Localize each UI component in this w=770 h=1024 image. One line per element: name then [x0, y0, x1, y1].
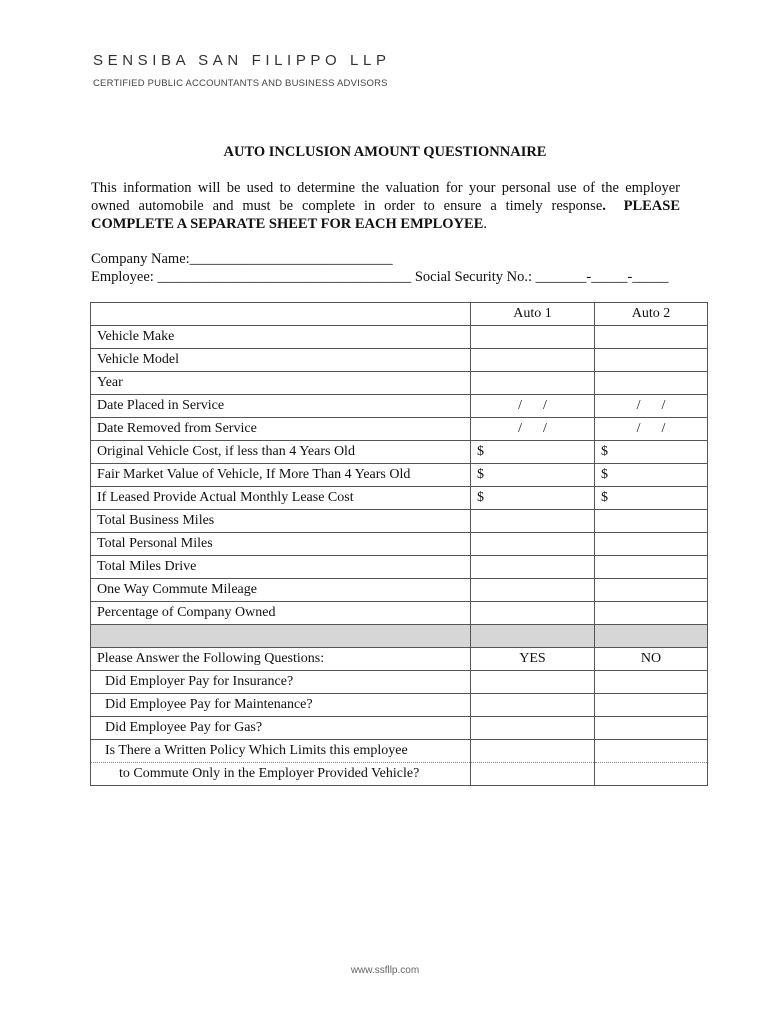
question-label: Is There a Written Policy Which Limits this employee [91, 740, 471, 763]
table-row [91, 464, 708, 487]
auto2-cell[interactable]: $ [595, 487, 708, 510]
row-label: Date Removed from Service [91, 418, 471, 441]
no-cell[interactable] [595, 694, 708, 717]
table-row [91, 395, 708, 418]
firm-name: SENSIBA SAN FILIPPO LLP [93, 52, 391, 69]
auto2-cell[interactable] [595, 326, 708, 349]
question-row [91, 694, 708, 717]
auto2-cell[interactable] [595, 556, 708, 579]
row-label: Fair Market Value of Vehicle, If More Than 4 Years Old [91, 464, 471, 487]
auto1-cell[interactable] [471, 579, 595, 602]
auto1-cell[interactable] [471, 533, 595, 556]
auto1-cell[interactable] [471, 602, 595, 625]
row-label: Date Placed in Service [91, 395, 471, 418]
yes-cell[interactable] [471, 763, 595, 786]
table-row [91, 556, 708, 579]
header-auto2: Auto 2 [595, 303, 708, 326]
company-name-field[interactable]: Company Name:____________________________ [91, 251, 393, 267]
auto2-cell[interactable] [595, 579, 708, 602]
auto1-cell[interactable] [471, 556, 595, 579]
employee-ssn-field[interactable]: Employee: ___________________________________ Social Security No.: _______-_____-_____ [91, 269, 669, 285]
question-row [91, 740, 708, 763]
row-label: Original Vehicle Cost, if less than 4 Years Old [91, 441, 471, 464]
auto1-cell[interactable]: / / [471, 418, 595, 441]
question-row [91, 671, 708, 694]
row-label: Total Personal Miles [91, 533, 471, 556]
question-label: Did Employee Pay for Gas? [91, 717, 471, 740]
questions-header-row [91, 648, 708, 671]
auto2-cell[interactable] [595, 372, 708, 395]
no-cell[interactable] [595, 671, 708, 694]
table-row [91, 349, 708, 372]
row-label: If Leased Provide Actual Monthly Lease Cost [91, 487, 471, 510]
yes-cell[interactable] [471, 694, 595, 717]
yes-cell[interactable] [471, 717, 595, 740]
yes-cell[interactable] [471, 740, 595, 763]
table-row [91, 418, 708, 441]
intro-end: . [483, 216, 487, 232]
auto1-cell[interactable]: $ [471, 441, 595, 464]
auto2-cell[interactable]: $ [595, 464, 708, 487]
vehicle-questionnaire-table [90, 302, 708, 786]
no-cell[interactable] [595, 717, 708, 740]
intro-text: This information will be used to determine the valuation for your personal use of the employer owned automobile and must be complete in order to ensure a timely response [91, 180, 680, 214]
intro-paragraph [91, 179, 680, 233]
table-row [91, 602, 708, 625]
row-label: Year [91, 372, 471, 395]
auto1-cell[interactable] [471, 510, 595, 533]
intro-period: . [602, 198, 606, 214]
no-cell[interactable] [595, 740, 708, 763]
auto1-cell[interactable] [471, 372, 595, 395]
separator-cell [595, 625, 708, 648]
question-label: Did Employee Pay for Maintenance? [91, 694, 471, 717]
separator-row [91, 625, 708, 648]
auto1-cell[interactable]: / / [471, 395, 595, 418]
no-header: NO [595, 648, 708, 671]
question-label: Did Employer Pay for Insurance? [91, 671, 471, 694]
separator-cell [91, 625, 471, 648]
row-label: Total Business Miles [91, 510, 471, 533]
auto2-cell[interactable] [595, 602, 708, 625]
table-row [91, 372, 708, 395]
table-row [91, 441, 708, 464]
table-row [91, 487, 708, 510]
question-label: to Commute Only in the Employer Provided Vehicle? [91, 763, 471, 786]
row-label: One Way Commute Mileage [91, 579, 471, 602]
auto2-cell[interactable]: / / [595, 418, 708, 441]
intro-instruction: PLEASE COMPLETE A SEPARATE SHEET FOR EACH EMPLOYEE [91, 198, 681, 232]
separator-cell [471, 625, 595, 648]
auto1-cell[interactable]: $ [471, 487, 595, 510]
footer-website: www.ssfllp.com [350, 965, 420, 976]
no-cell[interactable] [595, 763, 708, 786]
page-title: AUTO INCLUSION AMOUNT QUESTIONNAIRE [223, 144, 547, 160]
firm-tagline: CERTIFIED PUBLIC ACCOUNTANTS AND BUSINESS ADVISORS [93, 78, 388, 89]
row-label: Total Miles Drive [91, 556, 471, 579]
row-label: Vehicle Make [91, 326, 471, 349]
header-auto1: Auto 1 [471, 303, 595, 326]
yes-cell[interactable] [471, 671, 595, 694]
yes-header: YES [471, 648, 595, 671]
auto2-cell[interactable]: $ [595, 441, 708, 464]
row-label: Percentage of Company Owned [91, 602, 471, 625]
header-blank-cell [91, 303, 471, 326]
table-row [91, 533, 708, 556]
auto1-cell[interactable]: $ [471, 464, 595, 487]
table-row [91, 326, 708, 349]
auto2-cell[interactable] [595, 349, 708, 372]
question-row [91, 717, 708, 740]
table-header-row [91, 303, 708, 326]
questions-heading: Please Answer the Following Questions: [91, 648, 471, 671]
table-row [91, 510, 708, 533]
table-row [91, 579, 708, 602]
auto2-cell[interactable] [595, 533, 708, 556]
auto1-cell[interactable] [471, 349, 595, 372]
auto2-cell[interactable]: / / [595, 395, 708, 418]
question-row-continued [91, 763, 708, 786]
row-label: Vehicle Model [91, 349, 471, 372]
auto2-cell[interactable] [595, 510, 708, 533]
auto1-cell[interactable] [471, 326, 595, 349]
